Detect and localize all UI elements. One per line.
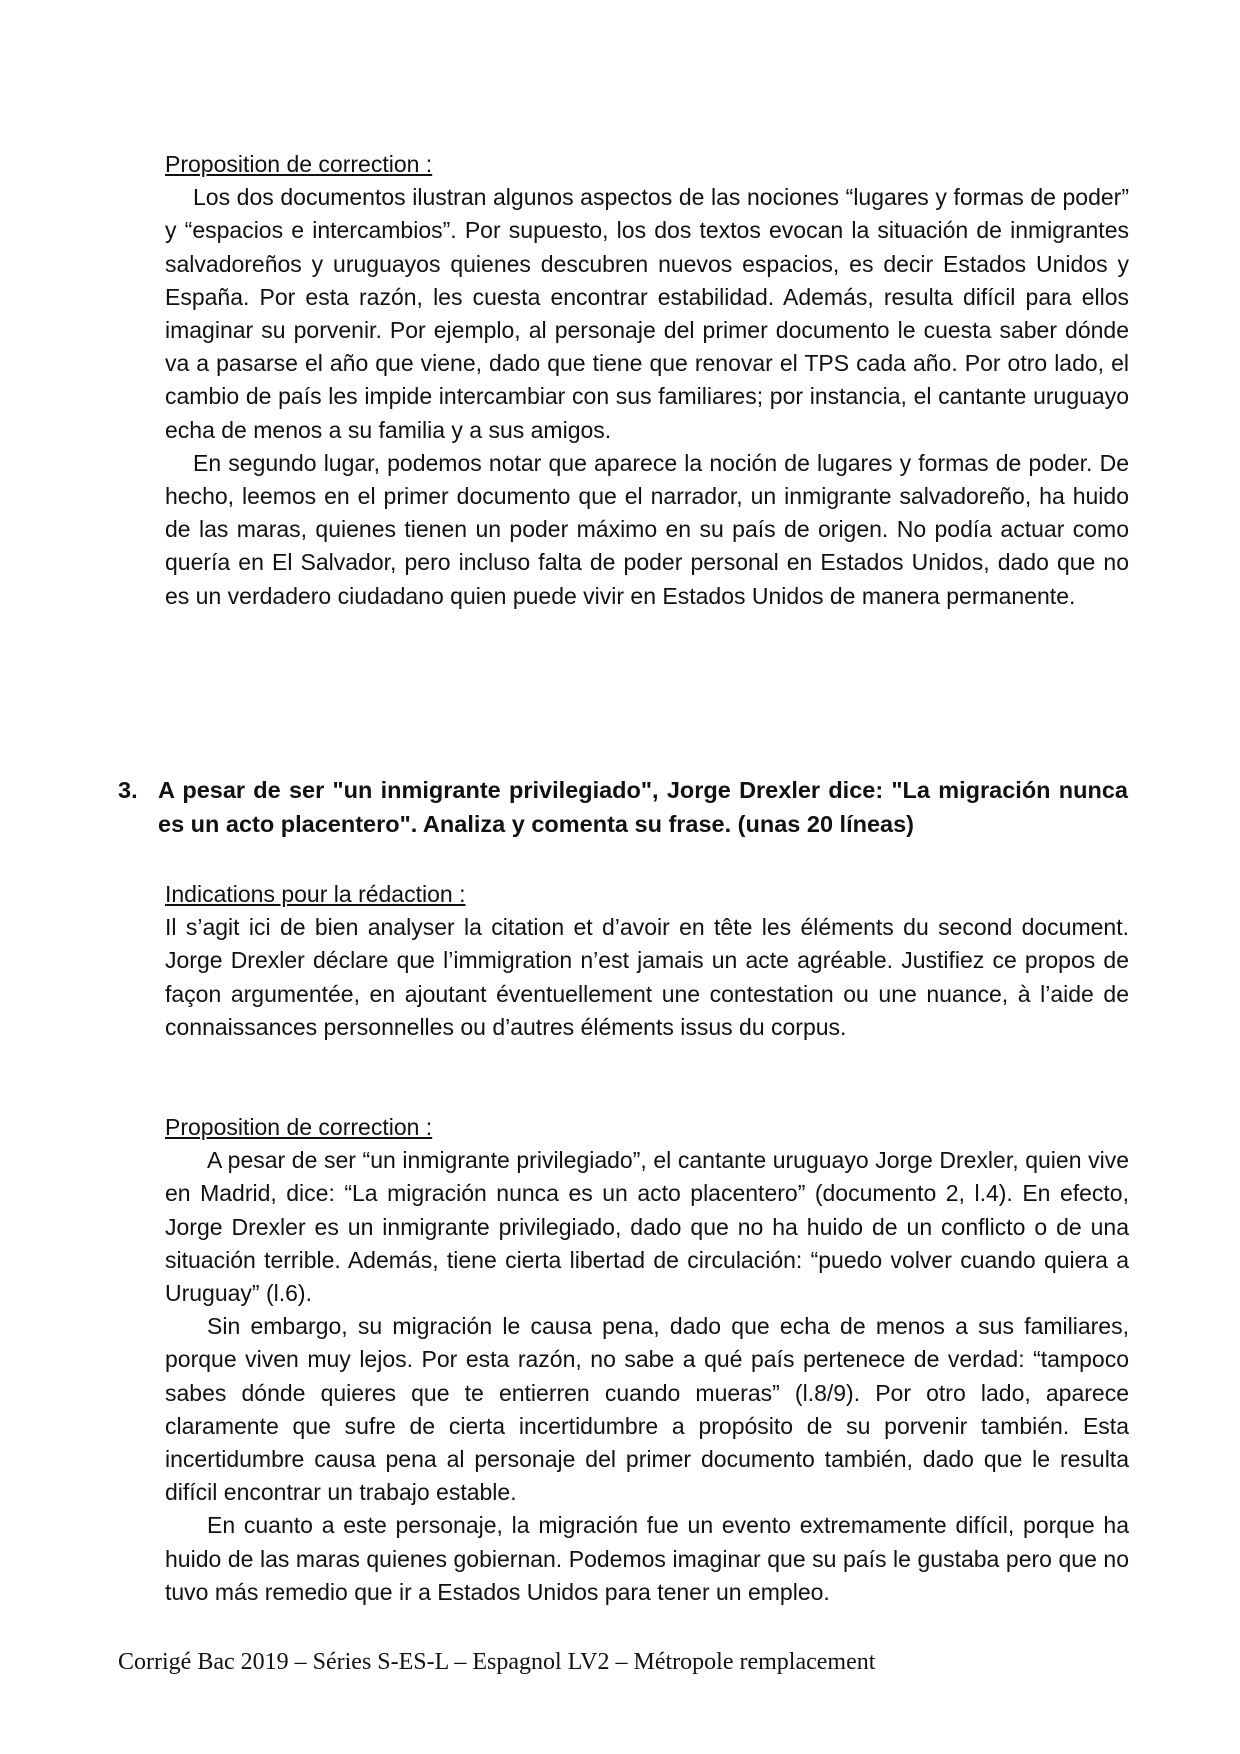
paragraph: En cuanto a este personaje, la migración fue un evento extremamente difícil, porque ha huido de las maras quienes gobiernan. Podemos imaginar que su país le gustaba pero que no tuvo más remedio que ir a Estados Unidos para tener un empleo.: [165, 1512, 1129, 1605]
section-heading: Proposition de correction :: [165, 151, 433, 177]
correction-section-1: [165, 148, 1129, 613]
page-footer: Corrigé Bac 2019 – Séries S-ES-L – Espagnol LV2 – Métropole remplacement: [118, 1649, 876, 1675]
paragraph: Sin embargo, su migración le causa pena, dado que echa de menos a sus familiares, porque viven muy lejos. Por esta razón, no sabe a qué país pertenece de verdad: “tampoco sabes dónde quieres que te entierren cuando mueras” (l.8/9). Por otro lado, aparece claramente que sufre de cierta incertidumbre a propósito de su porvenir también. Esta incertidumbre causa pena al personaje del primer documento también, dado que le resulta difícil encontrar un trabajo estable.: [165, 1313, 1129, 1506]
paragraph: En segundo lugar, podemos notar que aparece la noción de lugares y formas de poder. De hecho, leemos en el primer documento que el narrador, un inmigrante salvadoreño, ha huido de las maras, quienes tienen un poder máximo en su país de origen. No podía actuar como quería en El Salvador, pero incluso falta de poder personal en Estados Unidos, dado que no es un verdadero ciudadano quien puede vivir en Estados Unidos de manera permanente.: [165, 449, 1129, 609]
paragraph: Los dos documentos ilustran algunos aspectos de las nociones “lugares y formas de poder” y “espacios e intercambios”. Por supuesto, los dos textos evocan la situación de inmigrantes salvadoreños y uruguayos quienes descubren nuevos espacios, es decir Estados Unidos y España. Por esta razón, les cuesta encontrar estabilidad. Además, resulta difícil para ellos imaginar su porvenir. Por ejemplo, al personaje del primer documento le cuesta saber dónde va a pasarse el año que viene, dado que tiene que renovar el TPS cada año. Por otro lado, el cambio de país les impide intercambiar con sus familiares; por instancia, el cantante uruguayo echa de menos a su familia y a sus amigos.: [165, 184, 1129, 443]
correction-section-2: [165, 1111, 1129, 1609]
paragraph: A pesar de ser “un inmigrante privilegiado”, el cantante uruguayo Jorge Drexler, quien vive en Madrid, dice: “La migración nunca es un acto placentero” (documento 2, l.4). En efecto, Jorge Drexler es un inmigrante privilegiado, dado que no ha huido de un conflicto o de una situación terrible. Además, tiene cierta libertad de circulación: “puedo volver cuando quiera a Uruguay” (l.6).: [165, 1147, 1129, 1307]
indications-section: [165, 878, 1129, 1044]
question-3: [118, 774, 1128, 841]
question-text: A pesar de ser "un inmigrante privilegiado", Jorge Drexler dice: "La migración nunca es un acto placentero". Analiza y comenta su frase. (unas 20 líneas): [158, 777, 1128, 837]
question-number: 3.: [118, 777, 138, 803]
section-heading: Proposition de correction :: [165, 1114, 433, 1140]
section-heading: Indications pour la rédaction :: [165, 881, 466, 907]
paragraph: Il s’agit ici de bien analyser la citation et d’avoir en tête les éléments du second document. Jorge Drexler déclare que l’immigration n’est jamais un acte agréable. Justifiez ce propos de façon argumentée, en ajoutant éventuellement une contestation ou une nuance, à l’aide de connaissances personnelles ou d’autres éléments issus du corpus.: [165, 914, 1129, 1040]
